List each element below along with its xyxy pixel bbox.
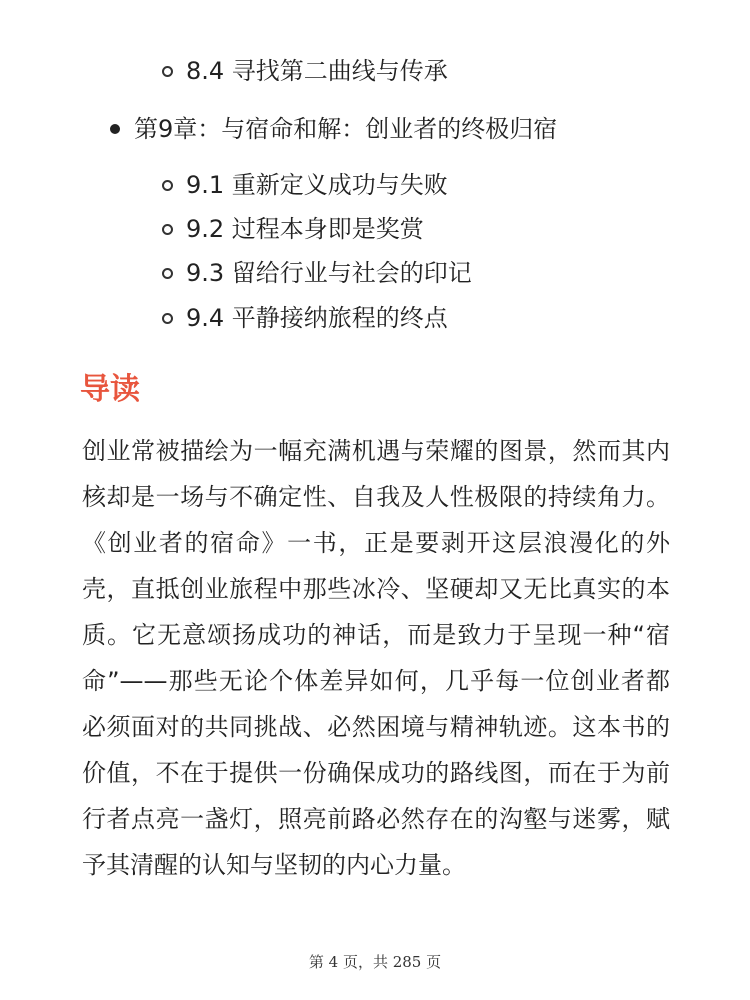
paragraph: 创业常被描绘为一幅充满机遇与荣耀的图景，然而其内核却是一场与不确定性、自我及人性极限的持续角力。《创业者的宿命》一书，正是要剥开这层浪漫化的外壳，直抵创业旅程中那些冰冷、坚硬却又无比真实的本质。它无意颂扬成功的神话，而是致力于呈现一种“宿命”——那些无论个体差异如何，几乎每一位创业者都必须面对的共同挑战、必然困境与精神轨迹。这本书的价值，不在于提供一份确保成功的路线图，而在于为前行者点亮一盏灯，照亮前路必然存在的沟壑与迷雾，赋予其清醒的认知与坚韧的内心力量。 [82, 437, 670, 879]
hollow-bullet-icon [162, 66, 173, 77]
toc-item: 8.4 寻找第二曲线与传承 [186, 57, 448, 85]
filled-bullet-icon [110, 124, 120, 134]
toc-item: 9.4 平静接纳旅程的终点 [186, 304, 448, 332]
section-title: 导读 [80, 372, 140, 407]
toc-item: 9.3 留给行业与社会的印记 [186, 259, 472, 287]
hollow-bullet-icon [162, 313, 173, 324]
hollow-bullet-icon [162, 180, 173, 191]
page-number-footer: 第 4 页，共 285 页 [308, 953, 442, 971]
hollow-bullet-icon [162, 268, 173, 279]
hollow-bullet-icon [162, 224, 173, 235]
toc-item: 9.1 重新定义成功与失败 [186, 171, 448, 199]
toc-chapter-item: 第9章：与宿命和解：创业者的终极归宿 [134, 115, 558, 143]
toc-item: 9.2 过程本身即是奖赏 [186, 215, 424, 243]
body-text [82, 428, 670, 888]
